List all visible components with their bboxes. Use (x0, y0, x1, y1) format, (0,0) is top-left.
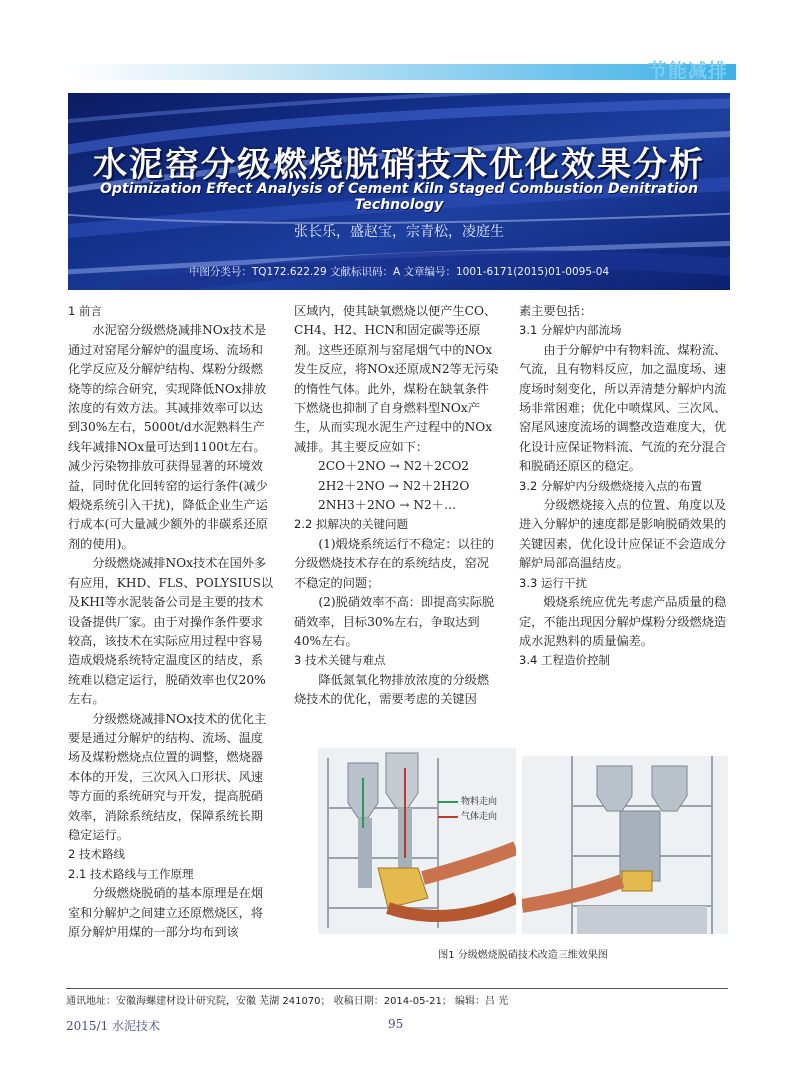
title-english: Optimization Effect Analysis of Cement Kiln Staged Combustion Denitration Technology (99, 181, 699, 213)
figure-legend (438, 795, 497, 825)
heading-tech-route: 2 技术路线 (68, 847, 125, 862)
figure-right-image (522, 756, 728, 934)
legend-material-swatch (438, 801, 458, 803)
journal-name: 2015/1 水泥技术 (66, 1019, 161, 1033)
legend-gas-swatch (438, 816, 458, 818)
paragraph: 由于分解炉中有物料流、煤粉流、气流，且有物料反应，加之温度场、速度场时刻变化，所以弄清楚分解炉内流场非常困难；优化中喷煤风、三次风、窑尾风速度流场的调整改造难度大，优化设计应保证物料流、气流的充分混合和脱硝还原区的稳定。 (519, 342, 727, 474)
paragraph: 分级燃烧接入点的位置、角度以及进入分解炉的速度都是影响脱硝效果的关键因素，优化设计应保证不会造成分解炉局部高温结皮。 (519, 498, 727, 571)
page-number: 95 (388, 1017, 404, 1031)
equation-1: 2CO＋2NO → N2＋2CO2 (318, 459, 470, 474)
paragraph: 区域内，使其缺氧燃烧以便产生CO、CH4、H2、HCN和固定碳等还原剂。这些还原剂与窑尾烟气中的NOx发生反应，将NOx还原成N2等无污染的惰性气体。此外，煤粉在缺氧条件下燃烧也抑制了自身燃料型NOx产生，从而实现水泥生产过程中的NOx减排。其主要反应如下： (294, 304, 499, 454)
classification-line: 中图分类号：TQ172.622.29 文献标识码：A 文章编号：1001-6171(2015)01-0095-04 (188, 266, 610, 278)
figure-3d-renderings (318, 748, 728, 938)
text-column-1 (68, 302, 274, 942)
legend-material: 物料走向 (438, 795, 497, 810)
subheading-key-problems: 2.2 拟解决的关键问题 (294, 517, 408, 532)
equation-2: 2H2＋2NO → N2＋2H2O (318, 478, 470, 493)
paragraph: (1)煅烧系统运行不稳定：以往的分级燃烧技术存在的系统结皮，窑况不稳定的问题； (294, 536, 495, 590)
paragraph: 素主要包括： (519, 304, 593, 318)
paragraph: 分级燃烧脱硝的基本原理是在烟室和分解炉之间建立还原燃烧区，将原分解炉用煤的一部分均布到该 (68, 886, 264, 939)
heading-key-difficulties: 3 技术关键与难点 (294, 653, 386, 668)
subheading-interference: 3.3 运行干扰 (519, 575, 587, 590)
footer-divider (66, 988, 728, 989)
text-column-3 (519, 302, 727, 671)
paragraph: 分级燃烧减排NOx技术的优化主要是通过分解炉的结构、流场、温度场及煤粉燃烧点位置的调整，燃烧器本体的开发，三次风入口形状、风速等方面的系统研究与开发，提高脱硝效率，消除系统结皮，保障系统长期稳定运行。 (68, 711, 267, 842)
figure-left-image (318, 748, 516, 934)
text-column-2 (294, 302, 500, 710)
paragraph: 分级燃烧减排NOx技术在国外多有应用，KHD、FLS、POLYSIUS以及KHI等水泥装备公司是主要的技术设备提供厂家。由于对操作条件要求较高，该技术在实际应用过程中容易造成煅烧系统特定温度区的结皮，系统难以稳定运行，脱硝效率也仅20%左右。 (68, 556, 274, 707)
subheading-flow-field: 3.1 分解炉内部流场 (519, 323, 622, 338)
paragraph: 水泥窑分级燃烧减排NOx技术是通过对窑尾分解炉的温度场、流场和化学反应及分解炉结构、煤粉分级燃烧等的综合研究，实现降低NOx排放浓度的有效方法。其减排效率可以达到30%左右，5000t/d水泥熟料生产线年减排NOx量可达到1100t左右。减少污染物排放可获得显著的环境效益，同时优化回转窑的运行条件(减少煅烧系统引入干扰)，降低企业生产运行成本(可大量减少额外的非碳系还原剂的使用)。 (68, 323, 268, 551)
heading-intro: 1 前言 (68, 304, 102, 318)
header-gradient-bar (64, 64, 736, 80)
paragraph: (2)脱硝效率不高：即提高实际脱硝效率，目标30%左右，争取达到40%左右。 (294, 595, 495, 648)
section-tag: 节能减排 (647, 60, 728, 82)
paragraph: 降低氮氧化物排放浓度的分级燃烧技术的优化，需要考虑的关键因 (294, 672, 490, 707)
footnote: 通讯地址：安徽海螺建材设计研究院，安徽 芜湖 241070； 收稿日期：2014-05-21； 编辑：吕 光 (66, 996, 509, 1007)
authors: 张长乐，盛赵宝，宗青松，凌庭生 (294, 224, 504, 240)
title-banner (68, 93, 730, 290)
subheading-access-points: 3.2 分解炉内分级燃烧接入点的布置 (519, 478, 702, 493)
legend-gas: 气体走向 (438, 810, 497, 825)
figure-caption: 图1 分级燃烧脱硝技术改造三维效果图 (438, 950, 608, 961)
subheading-cost-control: 3.4 工程造价控制 (519, 653, 610, 668)
subheading-principle: 2.1 技术路线与工作原理 (68, 866, 194, 881)
paragraph: 煅烧系统应优先考虑产品质量的稳定，不能出现因分解炉煤粉分级燃烧造成水泥熟料的质量偏差。 (519, 595, 727, 648)
equation-3: 2NH3＋2NO → N2＋… (318, 498, 457, 513)
title-chinese: 水泥窑分级燃烧脱硝技术优化效果分析 (93, 145, 705, 185)
